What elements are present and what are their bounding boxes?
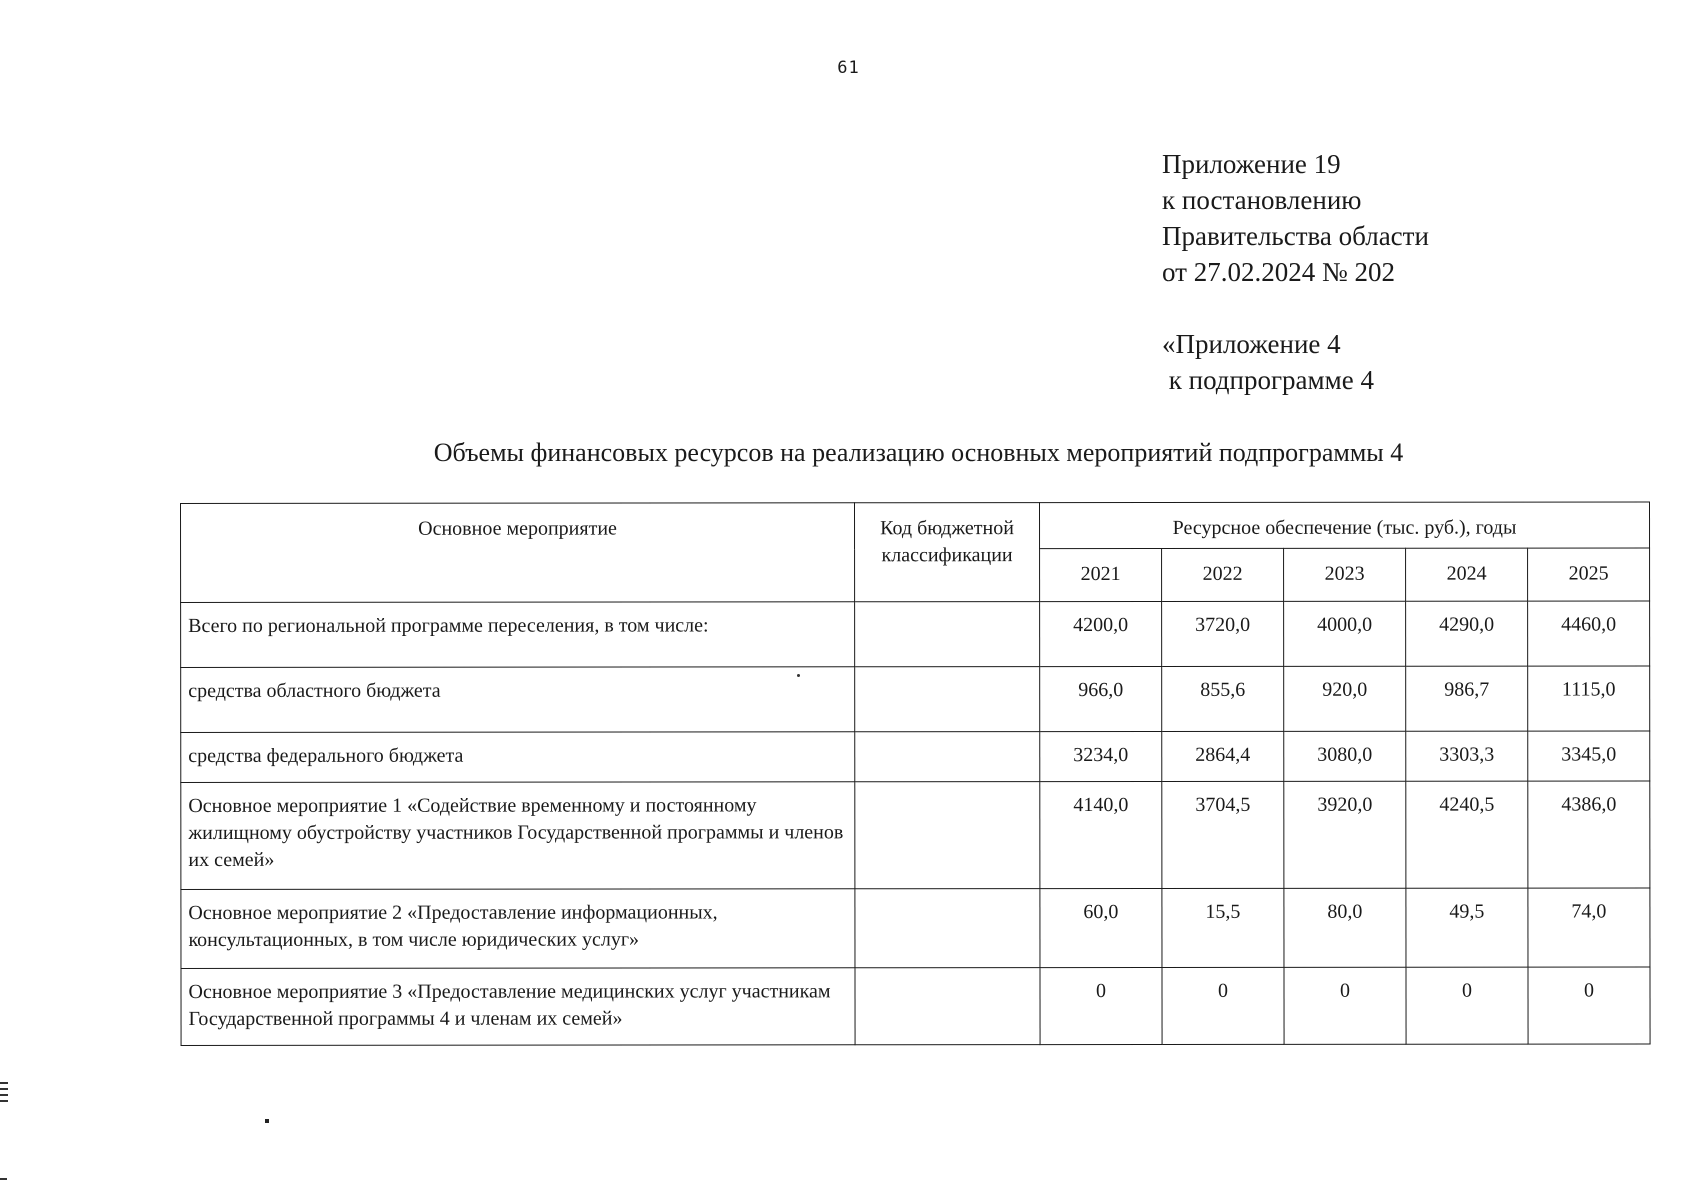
scan-speck bbox=[797, 674, 800, 677]
value-cell: 0 bbox=[1406, 967, 1528, 1044]
value-cell: 0 bbox=[1284, 967, 1406, 1044]
value-cell: 15,5 bbox=[1162, 888, 1284, 967]
value-cell: 3303,3 bbox=[1406, 731, 1528, 781]
value-cell: 3704,5 bbox=[1162, 781, 1284, 888]
value-cell: 986,7 bbox=[1406, 666, 1528, 731]
code-cell bbox=[855, 889, 1040, 968]
table-row bbox=[181, 666, 1650, 733]
table-row bbox=[181, 781, 1650, 890]
value-cell: 74,0 bbox=[1528, 888, 1650, 967]
code-cell bbox=[855, 782, 1040, 889]
value-cell: 60,0 bbox=[1040, 888, 1162, 967]
table-header-row bbox=[181, 502, 1650, 550]
appendix-line: от 27.02.2024 № 202 bbox=[1162, 257, 1395, 287]
table-row bbox=[181, 888, 1650, 969]
activity-cell: средства областного бюджета bbox=[181, 667, 855, 733]
code-cell bbox=[855, 602, 1040, 667]
header-year: 2024 bbox=[1406, 548, 1528, 601]
header-code: Код бюджетной классификации bbox=[855, 503, 1040, 602]
inner-appendix-line: к подпрограмме 4 bbox=[1162, 365, 1374, 395]
appendix-line: Приложение 19 bbox=[1162, 149, 1341, 179]
value-cell: 4386,0 bbox=[1528, 781, 1650, 888]
inner-appendix-block bbox=[1162, 326, 1374, 398]
value-cell: 920,0 bbox=[1284, 666, 1406, 731]
code-cell bbox=[855, 667, 1040, 732]
header-year: 2023 bbox=[1284, 548, 1406, 601]
document-title: Объемы финансовых ресурсов на реализацию основных мероприятий подпрограммы 4 bbox=[433, 438, 1404, 467]
code-cell bbox=[855, 968, 1040, 1045]
table-row bbox=[181, 731, 1650, 783]
header-resources: Ресурсное обеспечение (тыс. руб.), годы bbox=[1040, 502, 1650, 549]
table-row bbox=[181, 601, 1650, 668]
activity-cell: средства федерального бюджета bbox=[181, 732, 855, 783]
value-cell: 966,0 bbox=[1040, 666, 1162, 731]
value-cell: 0 bbox=[1528, 967, 1650, 1044]
scan-edge-dash bbox=[0, 1178, 7, 1180]
value-cell: 4460,0 bbox=[1528, 601, 1650, 666]
activity-cell: Основное мероприятие 2 «Предоставление информационных, консультационных, в том числе юридических услуг» bbox=[181, 889, 855, 969]
value-cell: 4140,0 bbox=[1040, 781, 1162, 888]
value-cell: 49,5 bbox=[1406, 888, 1528, 967]
table-row bbox=[181, 967, 1650, 1046]
value-cell: 855,6 bbox=[1162, 666, 1284, 731]
value-cell: 4290,0 bbox=[1406, 601, 1528, 666]
code-cell bbox=[855, 732, 1040, 782]
value-cell: 4240,5 bbox=[1406, 781, 1528, 888]
value-cell: 2864,4 bbox=[1162, 731, 1284, 781]
activity-cell: Основное мероприятие 1 «Содействие временному и постоянному жилищному обустройству участников Государственной программы и членов их семей» bbox=[181, 782, 855, 890]
value-cell: 1115,0 bbox=[1528, 666, 1650, 731]
scan-edge-marks bbox=[0, 1082, 8, 1112]
header-year: 2022 bbox=[1162, 548, 1284, 601]
appendix-block bbox=[1162, 146, 1429, 290]
header-year: 2025 bbox=[1528, 548, 1650, 601]
header-year: 2021 bbox=[1040, 548, 1162, 601]
value-cell: 3920,0 bbox=[1284, 781, 1406, 888]
value-cell: 4000,0 bbox=[1284, 601, 1406, 666]
value-cell: 80,0 bbox=[1284, 888, 1406, 967]
activity-cell: Всего по региональной программе переселения, в том числе: bbox=[181, 602, 855, 668]
appendix-line: к постановлению bbox=[1162, 185, 1362, 215]
page-number: 61 bbox=[837, 58, 860, 78]
inner-appendix-line: «Приложение 4 bbox=[1162, 329, 1341, 359]
value-cell: 3080,0 bbox=[1284, 731, 1406, 781]
scan-speck bbox=[265, 1119, 269, 1123]
appendix-line: Правительства области bbox=[1162, 221, 1429, 251]
value-cell: 3234,0 bbox=[1040, 731, 1162, 781]
value-cell: 0 bbox=[1040, 967, 1162, 1044]
value-cell: 4200,0 bbox=[1040, 601, 1162, 666]
activity-cell: Основное мероприятие 3 «Предоставление медицинских услуг участникам Государственной программы 4 и членам их семей» bbox=[181, 968, 855, 1046]
value-cell: 3720,0 bbox=[1162, 601, 1284, 666]
value-cell: 0 bbox=[1162, 967, 1284, 1044]
finance-table bbox=[180, 501, 1651, 1046]
header-activity: Основное мероприятие bbox=[181, 503, 855, 603]
value-cell: 3345,0 bbox=[1528, 731, 1650, 781]
